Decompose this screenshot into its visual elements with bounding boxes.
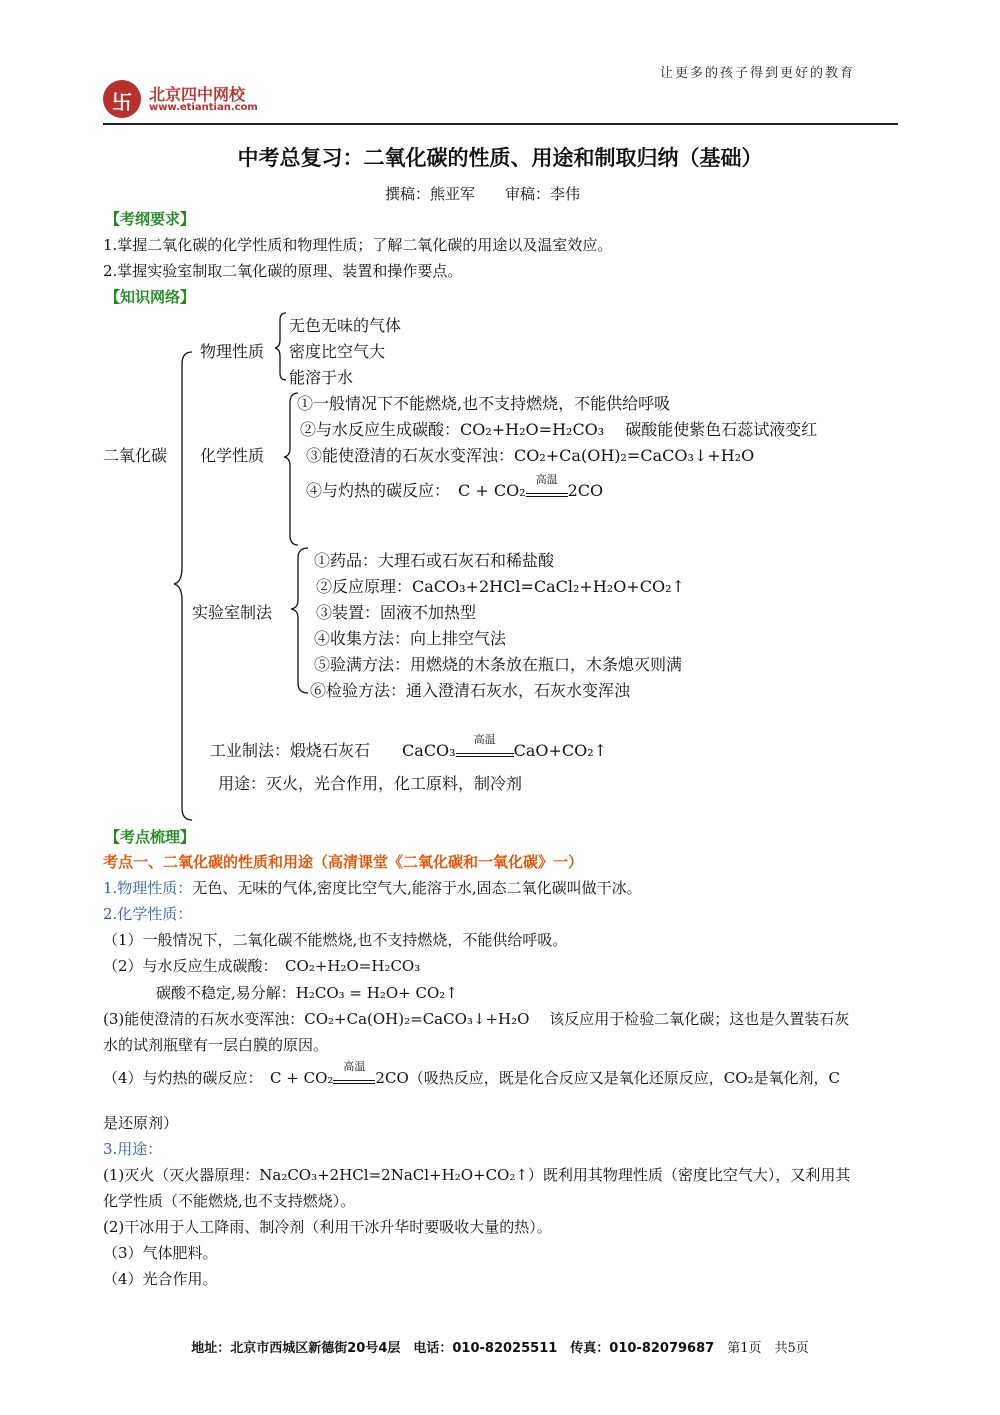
footer-address: 地址：北京市西城区新德街20号4层 电话：010-82025511 传真：010-82079687 [191,1341,715,1356]
physical-item-2: 密度比空气大 [289,342,386,361]
physical-item-1: 无色无味的气体 [289,316,402,335]
lab-label: 实验室制法 [192,603,273,622]
chem-item-3a: (3)能使澄清的石灰水变浑浊：CO₂+Ca(OH)₂=CaCO₃↓+H₂O 该反应用于检验二氧化碳；这也是久置装石灰 [103,1010,850,1028]
points-heading: 【考点梳理】 [105,828,196,846]
kp1-title: 考点一、二氧化碳的性质和用途（高清课堂《二氧化碳和一氧化碳》一） [103,853,584,871]
chemical-item-3: ③能使澄清的石灰水变浑浊：CO₂+Ca(OH)₂=CaCO₃↓+H₂O [306,446,755,465]
chemical-item-4: ④与灼热的碳反应： C + CO₂ 高温 2CO [306,473,604,500]
lab-item-3: ③装置：固液不加热型 [316,603,477,622]
lab-item-6: ⑥检验方法：通入澄清石灰水，石灰水变浑浊 [310,681,631,700]
network-heading: 【知识网络】 [105,288,196,306]
lab-item-2: ②反应原理：CaCO₃+2HCl=CaCl₂+H₂O+CO₂↑ [316,577,685,596]
use-2: (2)干冰用于人工降雨、制冷剂（利用干冰升华时要吸收大量的热）。 [103,1218,552,1236]
requirements-heading: 【考纲要求】 [105,210,196,228]
network-root: 二氧化碳 [103,446,168,465]
physical-item-3: 能溶于水 [289,368,354,387]
chem-item-1: （1）一般情况下，二氧化碳不能燃烧,也不支持燃烧，不能供给呼吸。 [103,931,568,949]
use-4: （4）光合作用。 [103,1270,218,1288]
logo-url: www.etiantian.com [149,102,258,113]
chem-item-2b: 碳酸不稳定,易分解：H₂CO₃ = H₂O+ CO₂↑ [156,984,458,1002]
footer [0,1337,1000,1356]
lab-item-5: ⑤验满方法：用燃烧的木条放在瓶口，木条熄灭则满 [314,655,683,674]
lab-item-4: ④收集方法：向上排空气法 [314,629,507,648]
logo-emblem: 卐 [103,80,141,118]
use-1a: (1)灭火（灭火器原理：Na₂CO₃+2HCl=2NaCl+H₂O+CO₂↑）既利用其物理性质（密度比空气大），又利用其 [103,1166,851,1184]
lab-item-1: ①药品：大理石或石灰石和稀盐酸 [314,551,555,570]
requirement-2: 2.掌握实验室制取二氧化碳的原理、装置和操作要点。 [103,262,463,280]
footer-page: 第1页 共5页 [727,1341,809,1356]
chemical-item-2: ②与水反应生成碳酸：CO₂+H₂O=H₂CO₃ 碳酸能使紫色石蕊试液变红 [300,420,818,439]
physical-label: 物理性质 [200,342,265,361]
chem-item-3b: 水的试剂瓶壁有一层白膜的原因。 [103,1036,329,1054]
industry-method: 工业制法：煅烧石灰石 CaCO₃ 高温 CaO+CO₂↑ [210,733,608,760]
logo-name: 北京四中网校 [149,85,246,104]
chem-label: 2.化学性质： [103,905,193,923]
uses-label: 3.用途： [103,1140,163,1158]
chemical-label: 化学性质 [200,446,265,465]
page-title: 中考总复习：二氧化碳的性质、用途和制取归纳（基础） [237,146,763,170]
use-1b: 化学性质（不能燃烧,也不支持燃烧）。 [103,1192,356,1210]
use-3: （3）气体肥料。 [103,1244,218,1262]
requirement-1: 1.掌握二氧化碳的化学性质和物理性质；了解二氧化碳的用途以及温室效应。 [103,236,613,254]
phys-property: 1.物理性质：无色、无味的气体,密度比空气大,能溶于水,固态二氧化碳叫做干冰。 [103,879,642,897]
header-slogan: 让更多的孩子得到更好的教育 [660,66,856,81]
chem-item-4c: 是还原剂） [103,1114,179,1132]
authors: 撰稿：熊亚军 审稿：李伟 [385,185,581,203]
chemical-item-1: ①一般情况下不能燃烧,也不支持燃烧，不能供给呼吸 [297,394,671,413]
chem-item-2: （2）与水反应生成碳酸： CO₂+H₂O=H₂CO₃ [103,957,421,975]
chem-item-4: （4）与灼热的碳反应： C + CO₂ 高温 2CO（吸热反应，既是化合反应又是氧化还原反应，CO₂是氧化剂，C [103,1060,841,1087]
network-uses: 用途：灭火，光合作用，化工原料，制冷剂 [218,774,523,793]
